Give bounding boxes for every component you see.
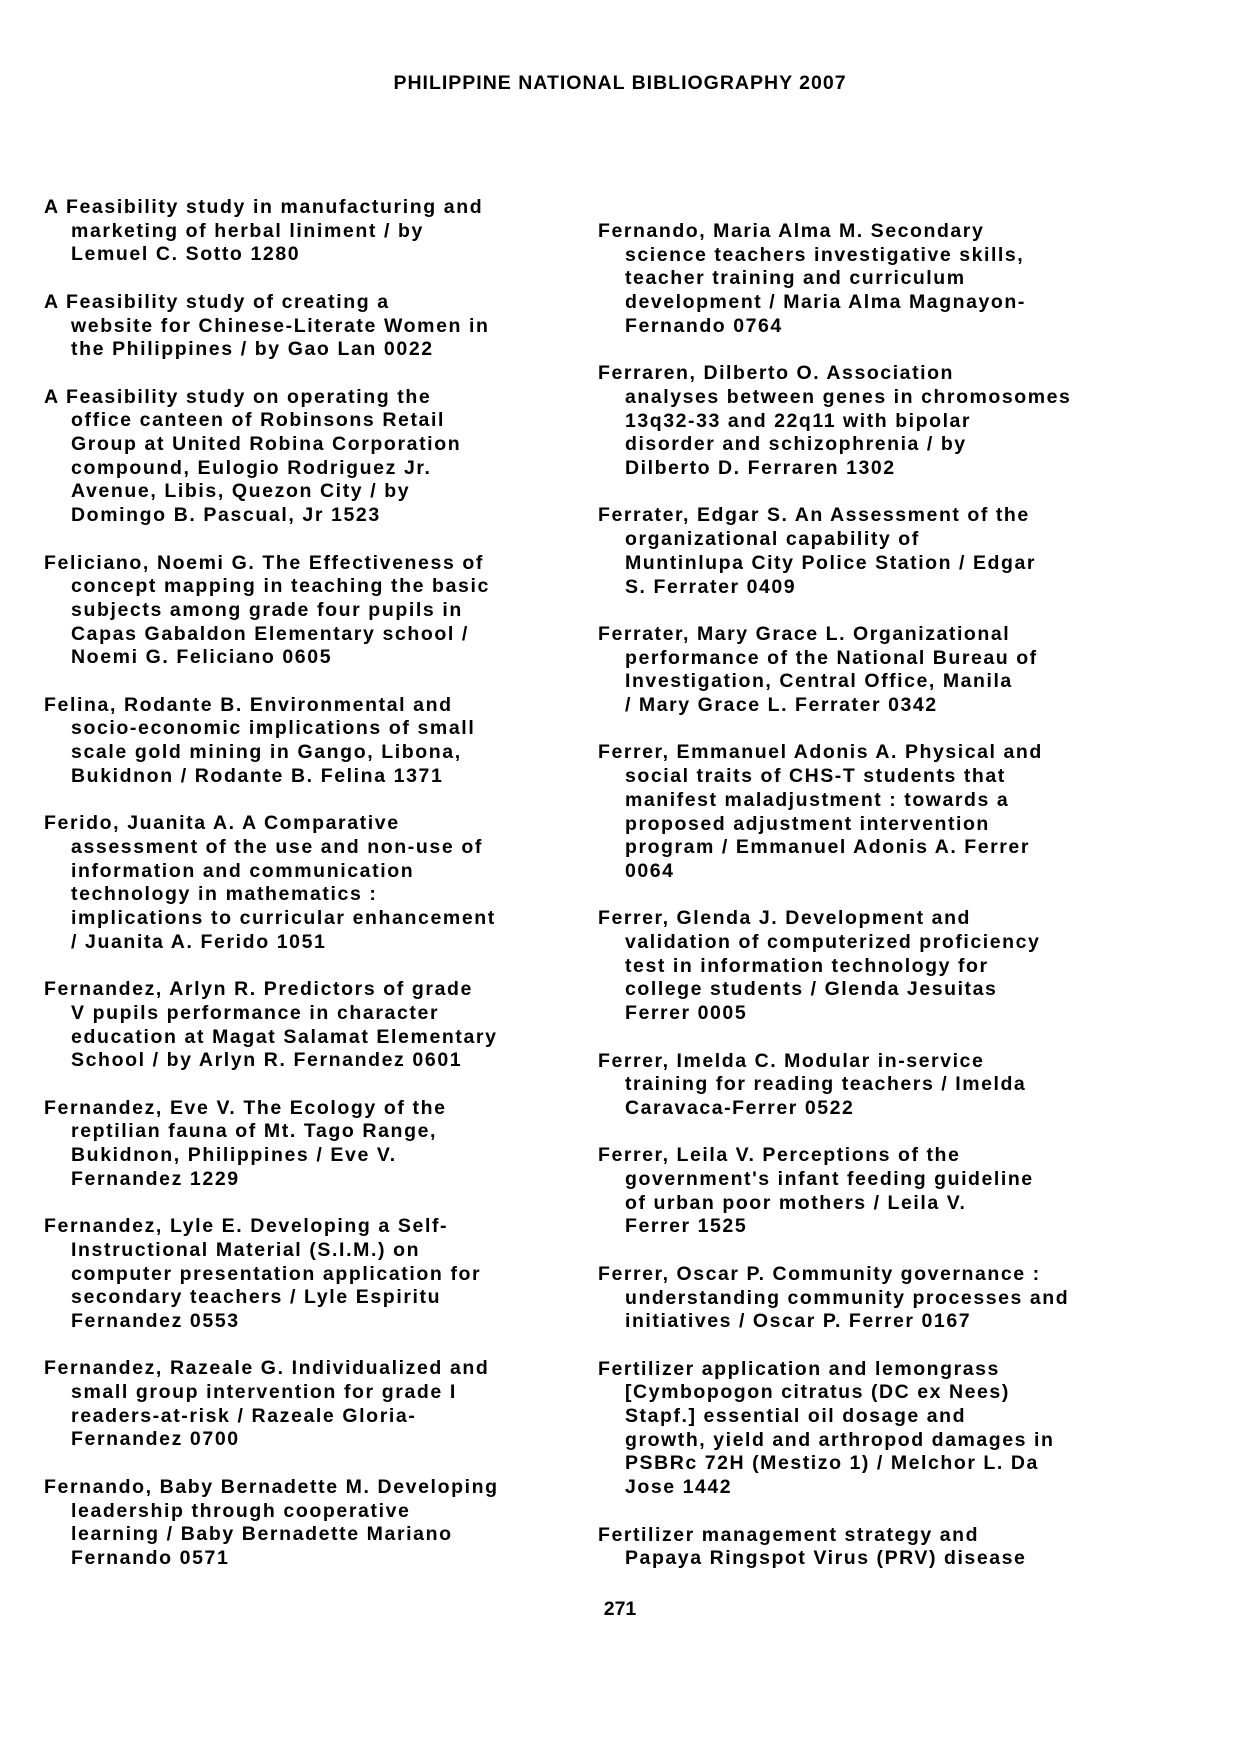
bibliography-entry: Fernandez, Eve V. The Ecology of the reptilian fauna of Mt. Tago Range, Bukidnon, Philippines / Eve V. Fernandez 1229 — [44, 1096, 447, 1190]
bibliography-entry: Fernandez, Razeale G. Individualized and small group intervention for grade I readers-at-risk / Razeale Gloria- Fernandez 0700 — [44, 1357, 490, 1451]
page-title: PHILIPPINE NATIONAL BIBLIOGRAPHY 2007 — [393, 72, 847, 94]
bibliography-entry: A Feasibility study on operating the office canteen of Robinsons Retail Group at United Robina Corporation compound, Eulogio Rodriguez Jr. Avenue, Libis, Quezon City / by Domingo B. Pascual, Jr 1523 — [44, 385, 462, 527]
bibliography-entry: Ferrer, Glenda J. Development and validation of computerized proficiency test in information technology for college students / Glenda Jesuitas Ferrer 0005 — [598, 907, 1041, 1025]
right-column — [598, 220, 1128, 1595]
bibliography-entry: Felina, Rodante B. Environmental and socio-economic implications of small scale gold mining in Gango, Libona, Bukidnon / Rodante B. Felina 1371 — [44, 693, 476, 787]
bibliography-entry: Ferrater, Edgar S. An Assessment of the organizational capability of Muntinlupa City Police Station / Edgar S. Ferrater 0409 — [598, 504, 1037, 598]
bibliography-entry: Fernando, Maria Alma M. Secondary science teachers investigative skills, teacher training and curriculum development / Maria Alma Magnayon- Fernando 0764 — [598, 220, 1026, 337]
bibliography-entry: Ferrater, Mary Grace L. Organizational performance of the National Bureau of Investigation, Central Office, Manila / Mary Grace L. Ferrater 0342 — [598, 622, 1038, 717]
bibliography-entry: Fertilizer management strategy and Papaya Ringspot Virus (PRV) disease — [598, 1523, 1027, 1570]
bibliography-entry: A Feasibility study of creating a website for Chinese-Literate Women in the Philippines / by Gao Lan 0022 — [44, 290, 490, 361]
bibliography-entry: A Feasibility study in manufacturing and marketing of herbal liniment / by Lemuel C. Sotto 1280 — [44, 196, 484, 266]
left-column — [44, 196, 564, 1594]
bibliography-entry: Fernando, Baby Bernadette M. Developing leadership through cooperative learning / Baby Bernadette Mariano Fernando 0571 — [44, 1475, 499, 1569]
bibliography-entry: Ferrer, Leila V. Perceptions of the government's infant feeding guideline of urban poor mothers / Leila V. Ferrer 1525 — [598, 1144, 1034, 1238]
bibliography-entry: Ferraren, Dilberto O. Association analyses between genes in chromosomes 13q32-33 and 22q11 with bipolar disorder and schizophrenia / by Dilberto D. Ferraren 1302 — [598, 362, 1072, 480]
bibliography-entry: Feliciano, Noemi G. The Effectiveness of concept mapping in teaching the basic subjects among grade four pupils in Capas Gabaldon Elementary school / Noemi G. Feliciano 0605 — [44, 551, 490, 669]
bibliography-entry: Ferrer, Imelda C. Modular in-service training for reading teachers / Imelda Caravaca-Ferrer 0522 — [598, 1049, 1027, 1119]
bibliography-entry: Ferido, Juanita A. A Comparative assessment of the use and non-use of information and communication technology in mathematics : implications to curricular enhancement / Juanita A. Ferido 1051 — [44, 812, 496, 953]
bibliography-entry: Ferrer, Emmanuel Adonis A. Physical and social traits of CHS-T students that manifest maladjustment : towards a proposed adjustment intervention program / Emmanuel Adonis A. Ferrer 0064 — [598, 741, 1043, 882]
bibliography-entry: Fernandez, Arlyn R. Predictors of grade V pupils performance in character education at Magat Salamat Elementary School / by Arlyn R. Fernandez 0601 — [44, 978, 498, 1072]
bibliography-entry: Fernandez, Lyle E. Developing a Self- Instructional Material (S.I.M.) on computer presentation application for secondary teachers / Lyle Espiritu Fernandez 0553 — [44, 1215, 482, 1332]
bibliography-entry: Ferrer, Oscar P. Community governance : understanding community processes and initiatives / Oscar P. Ferrer 0167 — [598, 1262, 1070, 1333]
page-number: 271 — [603, 1598, 637, 1620]
bibliography-entry: Fertilizer application and lemongrass [Cymbopogon citratus (DC ex Nees) Stapf.] essential oil dosage and growth, yield and arthropod damages in PSBRc 72H (Mestizo 1) / Melchor L. Da Jose 1442 — [598, 1357, 1055, 1499]
